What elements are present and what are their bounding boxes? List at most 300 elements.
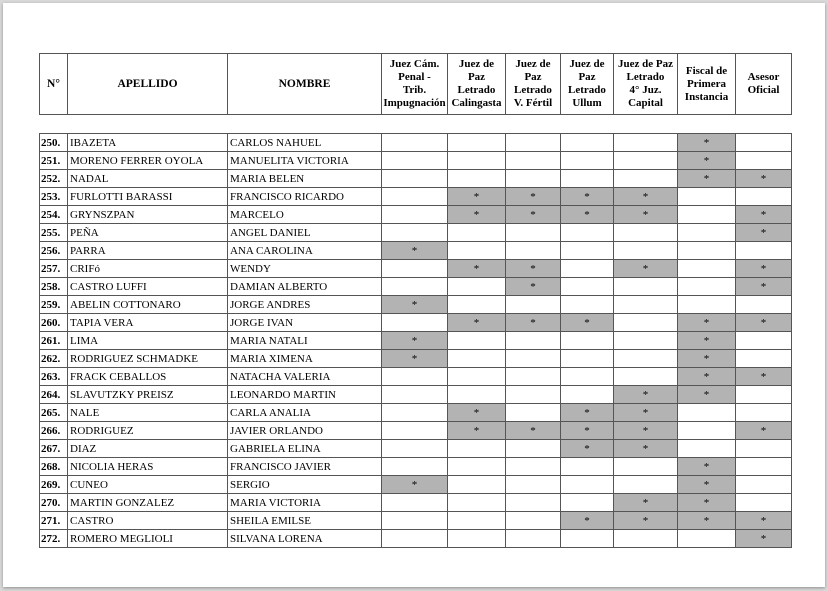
nombre-cell: LEONARDO MARTIN — [228, 386, 382, 404]
header-line: Juez de — [569, 58, 605, 70]
mark-cell-juez-paz-calingasta — [448, 476, 506, 494]
header-line: Juez de — [515, 58, 551, 70]
mark-cell-juez-paz-calingasta — [448, 224, 506, 242]
mark-cell-asesor-oficial — [736, 404, 792, 422]
mark-cell-juez-paz-calingasta — [448, 494, 506, 512]
mark-cell-fiscal-primera-instancia — [678, 224, 736, 242]
header-line: Paz — [524, 71, 542, 83]
mark-cell-juez-camara-penal — [382, 422, 448, 440]
row-number: 265. — [40, 404, 68, 422]
asterisk-mark: * — [473, 208, 480, 221]
mark-cell-fiscal-primera-instancia — [678, 206, 736, 224]
mark-cell-juez-paz-ullum — [561, 440, 614, 458]
row-number: 268. — [40, 458, 68, 476]
column-header-asesor-oficial — [736, 54, 792, 115]
asterisk-mark: * — [584, 208, 590, 221]
asterisk-mark: * — [703, 460, 710, 473]
header-line: Instancia — [684, 90, 729, 103]
table-body — [40, 115, 792, 548]
mark-cell-juez-paz-valle-fertil — [506, 368, 561, 386]
mark-cell-juez-paz-capital — [614, 188, 678, 206]
column-header-number: N° — [40, 54, 68, 115]
mark-cell-juez-paz-calingasta — [448, 278, 506, 296]
mark-cell-juez-paz-valle-fertil — [506, 458, 561, 476]
mark-cell-juez-camara-penal — [382, 512, 448, 530]
mark-cell-juez-paz-calingasta — [448, 170, 506, 188]
mark-cell-juez-paz-capital — [614, 476, 678, 494]
table-row — [40, 422, 792, 440]
asterisk-mark: * — [642, 514, 649, 527]
mark-cell-asesor-oficial — [736, 206, 792, 224]
mark-cell-juez-paz-valle-fertil — [506, 422, 561, 440]
column-header-apellido: APELLIDO — [68, 54, 228, 115]
asterisk-mark: * — [642, 424, 649, 437]
table-row — [40, 152, 792, 170]
nombre-cell: JORGE ANDRES — [228, 296, 382, 314]
mark-cell-fiscal-primera-instancia — [678, 458, 736, 476]
mark-cell-juez-paz-valle-fertil — [506, 332, 561, 350]
mark-cell-juez-paz-capital — [614, 170, 678, 188]
asterisk-mark: * — [584, 514, 590, 527]
mark-cell-asesor-oficial — [736, 350, 792, 368]
nombre-cell: MARIA BELEN — [228, 170, 382, 188]
table-row — [40, 278, 792, 296]
table-row — [40, 260, 792, 278]
mark-cell-juez-paz-capital — [614, 314, 678, 332]
mark-cell-fiscal-primera-instancia — [678, 422, 736, 440]
header-line: Paz — [467, 71, 486, 83]
column-header-fiscal-primera-instancia — [678, 54, 736, 115]
mark-cell-asesor-oficial — [736, 368, 792, 386]
mark-cell-juez-paz-valle-fertil — [506, 206, 561, 224]
mark-cell-juez-camara-penal — [382, 530, 448, 548]
mark-cell-juez-paz-valle-fertil — [506, 260, 561, 278]
asterisk-mark: * — [703, 136, 710, 149]
column-header-juez-paz-ullum — [561, 54, 614, 115]
header-line: Asesor — [747, 71, 780, 83]
row-number: 270. — [40, 494, 68, 512]
asterisk-mark: * — [703, 514, 710, 527]
asterisk-mark: * — [473, 406, 480, 419]
column-header-nombre: NOMBRE — [228, 54, 382, 115]
apellido-cell: ROMERO MEGLIOLI — [68, 530, 228, 548]
header-line: Letrado — [568, 84, 606, 96]
mark-cell-juez-paz-ullum — [561, 278, 614, 296]
row-number: 251. — [40, 152, 68, 170]
table-row — [40, 386, 792, 404]
asterisk-mark: * — [530, 208, 536, 221]
apellido-cell: FURLOTTI BARASSI — [68, 188, 228, 206]
row-number: 255. — [40, 224, 68, 242]
asterisk-mark: * — [411, 334, 418, 347]
table-row — [40, 242, 792, 260]
mark-cell-juez-paz-ullum — [561, 188, 614, 206]
mark-cell-juez-camara-penal — [382, 368, 448, 386]
header-line: Ullum — [572, 97, 602, 109]
apellido-cell: MORENO FERRER OYOLA — [68, 152, 228, 170]
table-row — [40, 206, 792, 224]
nombre-cell: CARLOS NAHUEL — [228, 134, 382, 152]
document-page — [3, 3, 825, 587]
mark-cell-juez-paz-ullum — [561, 314, 614, 332]
row-number: 272. — [40, 530, 68, 548]
mark-cell-juez-camara-penal — [382, 170, 448, 188]
mark-cell-juez-paz-ullum — [561, 422, 614, 440]
mark-cell-juez-paz-valle-fertil — [506, 170, 561, 188]
mark-cell-juez-paz-valle-fertil — [506, 134, 561, 152]
mark-cell-juez-camara-penal — [382, 206, 448, 224]
mark-cell-juez-paz-valle-fertil — [506, 512, 561, 530]
mark-cell-juez-camara-penal — [382, 458, 448, 476]
mark-cell-juez-paz-calingasta — [448, 206, 506, 224]
nombre-cell: SHEILA EMILSE — [228, 512, 382, 530]
asterisk-mark: * — [760, 424, 767, 437]
table-row — [40, 494, 792, 512]
mark-cell-juez-paz-ullum — [561, 368, 614, 386]
asterisk-mark: * — [703, 316, 710, 329]
mark-cell-fiscal-primera-instancia — [678, 440, 736, 458]
mark-cell-asesor-oficial — [736, 170, 792, 188]
mark-cell-juez-camara-penal — [382, 224, 448, 242]
asterisk-mark: * — [584, 442, 590, 455]
column-header-juez-camara-penal — [382, 54, 448, 115]
mark-cell-juez-paz-ullum — [561, 458, 614, 476]
mark-cell-juez-paz-calingasta — [448, 368, 506, 386]
mark-cell-juez-paz-ullum — [561, 224, 614, 242]
asterisk-mark: * — [584, 424, 590, 437]
asterisk-mark: * — [642, 262, 649, 275]
mark-cell-juez-paz-capital — [614, 152, 678, 170]
header-line: V. Fértil — [513, 97, 553, 109]
asterisk-mark: * — [584, 406, 590, 419]
header-line: Oficial — [747, 84, 780, 96]
mark-cell-fiscal-primera-instancia — [678, 386, 736, 404]
mark-cell-juez-camara-penal — [382, 152, 448, 170]
asterisk-mark: * — [584, 190, 590, 203]
mark-cell-juez-paz-valle-fertil — [506, 242, 561, 260]
mark-cell-juez-paz-calingasta — [448, 350, 506, 368]
mark-cell-juez-paz-calingasta — [448, 440, 506, 458]
apellido-cell: LIMA — [68, 332, 228, 350]
row-number: 261. — [40, 332, 68, 350]
mark-cell-asesor-oficial — [736, 134, 792, 152]
asterisk-mark: * — [760, 316, 767, 329]
nombre-cell: MARIA VICTORIA — [228, 494, 382, 512]
asterisk-mark: * — [703, 370, 710, 383]
table-row — [40, 476, 792, 494]
mark-cell-juez-paz-valle-fertil — [506, 350, 561, 368]
mark-cell-juez-paz-ullum — [561, 296, 614, 314]
mark-cell-asesor-oficial — [736, 386, 792, 404]
mark-cell-juez-camara-penal — [382, 332, 448, 350]
header-line: Impugnación — [383, 97, 446, 109]
header-line: Calingasta — [451, 97, 502, 109]
asterisk-mark: * — [473, 262, 480, 275]
mark-cell-juez-paz-capital — [614, 332, 678, 350]
mark-cell-juez-paz-ullum — [561, 386, 614, 404]
asterisk-mark: * — [411, 478, 418, 491]
spacer-cell — [40, 115, 792, 134]
mark-cell-fiscal-primera-instancia — [678, 188, 736, 206]
column-header-juez-paz-capital — [614, 54, 678, 115]
mark-cell-juez-paz-calingasta — [448, 152, 506, 170]
mark-cell-juez-paz-calingasta — [448, 134, 506, 152]
mark-cell-juez-camara-penal — [382, 386, 448, 404]
apellido-cell: NICOLIA HERAS — [68, 458, 228, 476]
nombre-cell: ANGEL DANIEL — [228, 224, 382, 242]
mark-cell-fiscal-primera-instancia — [678, 494, 736, 512]
row-number: 271. — [40, 512, 68, 530]
asterisk-mark: * — [530, 316, 536, 329]
mark-cell-juez-paz-calingasta — [448, 314, 506, 332]
mark-cell-juez-paz-ullum — [561, 170, 614, 188]
row-number: 252. — [40, 170, 68, 188]
mark-cell-asesor-oficial — [736, 314, 792, 332]
mark-cell-juez-paz-capital — [614, 206, 678, 224]
table-row — [40, 332, 792, 350]
mark-cell-juez-camara-penal — [382, 296, 448, 314]
apellido-cell: TAPIA VERA — [68, 314, 228, 332]
mark-cell-asesor-oficial — [736, 278, 792, 296]
apellido-cell: RODRIGUEZ — [68, 422, 228, 440]
row-number: 257. — [40, 260, 68, 278]
header-line: Fiscal de — [685, 64, 728, 77]
mark-cell-asesor-oficial — [736, 440, 792, 458]
asterisk-mark: * — [760, 262, 767, 275]
table-row — [40, 314, 792, 332]
mark-cell-asesor-oficial — [736, 494, 792, 512]
mark-cell-juez-paz-ullum — [561, 512, 614, 530]
mark-cell-juez-paz-capital — [614, 512, 678, 530]
row-number: 259. — [40, 296, 68, 314]
header-line: Primera — [686, 77, 727, 90]
table-row — [40, 170, 792, 188]
table-row — [40, 512, 792, 530]
header-line: Trib. — [402, 84, 427, 96]
mark-cell-fiscal-primera-instancia — [678, 152, 736, 170]
asterisk-mark: * — [411, 352, 418, 365]
asterisk-mark: * — [411, 298, 418, 311]
mark-cell-juez-paz-ullum — [561, 404, 614, 422]
apellido-cell: DIAZ — [68, 440, 228, 458]
mark-cell-juez-paz-ullum — [561, 476, 614, 494]
mark-cell-juez-paz-calingasta — [448, 512, 506, 530]
row-number: 253. — [40, 188, 68, 206]
mark-cell-juez-camara-penal — [382, 350, 448, 368]
asterisk-mark: * — [703, 334, 710, 347]
mark-cell-fiscal-primera-instancia — [678, 404, 736, 422]
mark-cell-fiscal-primera-instancia — [678, 260, 736, 278]
header-line: Juez de Paz — [618, 58, 673, 70]
mark-cell-juez-paz-capital — [614, 368, 678, 386]
apellido-cell: GRYNSZPAN — [68, 206, 228, 224]
row-number: 262. — [40, 350, 68, 368]
nombre-cell: JORGE IVAN — [228, 314, 382, 332]
mark-cell-juez-paz-capital — [614, 350, 678, 368]
mark-cell-juez-paz-valle-fertil — [506, 152, 561, 170]
mark-cell-juez-paz-capital — [614, 404, 678, 422]
nombre-cell: GABRIELA ELINA — [228, 440, 382, 458]
mark-cell-fiscal-primera-instancia — [678, 134, 736, 152]
mark-cell-asesor-oficial — [736, 242, 792, 260]
asterisk-mark: * — [703, 478, 710, 491]
mark-cell-juez-paz-capital — [614, 440, 678, 458]
asterisk-mark: * — [642, 388, 649, 401]
header-line: Capital — [628, 97, 663, 109]
mark-cell-asesor-oficial — [736, 188, 792, 206]
mark-cell-juez-camara-penal — [382, 476, 448, 494]
mark-cell-juez-paz-capital — [614, 278, 678, 296]
mark-cell-fiscal-primera-instancia — [678, 314, 736, 332]
apellido-cell: CRIFó — [68, 260, 228, 278]
mark-cell-juez-paz-valle-fertil — [506, 386, 561, 404]
mark-cell-juez-paz-calingasta — [448, 332, 506, 350]
asterisk-mark: * — [642, 406, 649, 419]
mark-cell-juez-paz-ullum — [561, 206, 614, 224]
mark-cell-fiscal-primera-instancia — [678, 476, 736, 494]
mark-cell-fiscal-primera-instancia — [678, 332, 736, 350]
mark-cell-juez-paz-ullum — [561, 350, 614, 368]
table-row — [40, 224, 792, 242]
apellido-cell: SLAVUTZKY PREISZ — [68, 386, 228, 404]
mark-cell-juez-paz-capital — [614, 296, 678, 314]
nombre-cell: NATACHA VALERIA — [228, 368, 382, 386]
table-row — [40, 440, 792, 458]
mark-cell-juez-paz-valle-fertil — [506, 296, 561, 314]
mark-cell-juez-camara-penal — [382, 314, 448, 332]
mark-cell-juez-paz-ullum — [561, 152, 614, 170]
mark-cell-asesor-oficial — [736, 152, 792, 170]
apellido-cell: FRACK CEBALLOS — [68, 368, 228, 386]
asterisk-mark: * — [584, 316, 590, 329]
mark-cell-asesor-oficial — [736, 332, 792, 350]
header-line: Penal - — [398, 71, 431, 83]
asterisk-mark: * — [530, 262, 536, 275]
mark-cell-juez-paz-capital — [614, 530, 678, 548]
mark-cell-juez-paz-valle-fertil — [506, 476, 561, 494]
asterisk-mark: * — [473, 316, 480, 329]
asterisk-mark: * — [760, 514, 767, 527]
asterisk-mark: * — [530, 280, 536, 293]
asterisk-mark: * — [530, 424, 536, 437]
row-number: 258. — [40, 278, 68, 296]
table-row — [40, 404, 792, 422]
row-number: 264. — [40, 386, 68, 404]
mark-cell-juez-camara-penal — [382, 260, 448, 278]
mark-cell-juez-paz-calingasta — [448, 260, 506, 278]
asterisk-mark: * — [760, 370, 767, 383]
nombre-cell: MARIA NATALI — [228, 332, 382, 350]
row-number: 263. — [40, 368, 68, 386]
apellido-cell: MARTIN GONZALEZ — [68, 494, 228, 512]
header-row — [40, 54, 792, 115]
mark-cell-fiscal-primera-instancia — [678, 350, 736, 368]
mark-cell-juez-paz-calingasta — [448, 296, 506, 314]
table-row — [40, 188, 792, 206]
nombre-cell: FRANCISCO JAVIER — [228, 458, 382, 476]
mark-cell-juez-paz-capital — [614, 494, 678, 512]
mark-cell-asesor-oficial — [736, 476, 792, 494]
mark-cell-fiscal-primera-instancia — [678, 242, 736, 260]
table-row — [40, 350, 792, 368]
mark-cell-juez-paz-ullum — [561, 260, 614, 278]
mark-cell-juez-paz-calingasta — [448, 386, 506, 404]
asterisk-mark: * — [642, 208, 649, 221]
asterisk-mark: * — [703, 154, 710, 167]
column-header-juez-paz-calingasta — [448, 54, 506, 115]
apellido-cell: ABELIN COTTONARO — [68, 296, 228, 314]
mark-cell-fiscal-primera-instancia — [678, 170, 736, 188]
asterisk-mark: * — [642, 190, 649, 203]
apellido-cell: RODRIGUEZ SCHMADKE — [68, 350, 228, 368]
mark-cell-juez-paz-valle-fertil — [506, 224, 561, 242]
asterisk-mark: * — [411, 244, 418, 257]
apellido-cell: PARRA — [68, 242, 228, 260]
column-header-juez-paz-valle-fertil — [506, 54, 561, 115]
apellido-cell: NALE — [68, 404, 228, 422]
mark-cell-fiscal-primera-instancia — [678, 296, 736, 314]
mark-cell-juez-paz-calingasta — [448, 458, 506, 476]
asterisk-mark: * — [760, 280, 767, 293]
mark-cell-juez-paz-calingasta — [448, 404, 506, 422]
row-number: 260. — [40, 314, 68, 332]
mark-cell-juez-paz-valle-fertil — [506, 440, 561, 458]
mark-cell-juez-camara-penal — [382, 440, 448, 458]
row-number: 250. — [40, 134, 68, 152]
mark-cell-juez-paz-calingasta — [448, 242, 506, 260]
mark-cell-asesor-oficial — [736, 422, 792, 440]
asterisk-mark: * — [703, 172, 710, 185]
table-row — [40, 296, 792, 314]
asterisk-mark: * — [642, 442, 649, 455]
nombre-cell: DAMIAN ALBERTO — [228, 278, 382, 296]
nombre-cell: MARIA XIMENA — [228, 350, 382, 368]
asterisk-mark: * — [760, 532, 767, 545]
table-row — [40, 368, 792, 386]
table-row — [40, 458, 792, 476]
spacer-row — [40, 115, 792, 134]
asterisk-mark: * — [642, 496, 649, 509]
mark-cell-asesor-oficial — [736, 260, 792, 278]
mark-cell-asesor-oficial — [736, 530, 792, 548]
mark-cell-juez-camara-penal — [382, 278, 448, 296]
nombre-cell: CARLA ANALIA — [228, 404, 382, 422]
mark-cell-juez-paz-ullum — [561, 494, 614, 512]
asterisk-mark: * — [760, 208, 767, 221]
row-number: 269. — [40, 476, 68, 494]
mark-cell-juez-paz-ullum — [561, 332, 614, 350]
mark-cell-juez-paz-calingasta — [448, 530, 506, 548]
mark-cell-juez-paz-valle-fertil — [506, 494, 561, 512]
mark-cell-juez-paz-capital — [614, 242, 678, 260]
apellido-cell: NADAL — [68, 170, 228, 188]
nombre-cell: ANA CAROLINA — [228, 242, 382, 260]
nombre-cell: MARCELO — [228, 206, 382, 224]
header-line: Paz — [578, 71, 596, 83]
mark-cell-juez-camara-penal — [382, 188, 448, 206]
candidates-table — [39, 53, 792, 548]
mark-cell-juez-paz-valle-fertil — [506, 314, 561, 332]
mark-cell-juez-paz-calingasta — [448, 188, 506, 206]
apellido-cell: CASTRO — [68, 512, 228, 530]
mark-cell-juez-paz-ullum — [561, 530, 614, 548]
mark-cell-juez-paz-capital — [614, 386, 678, 404]
mark-cell-juez-paz-calingasta — [448, 422, 506, 440]
mark-cell-asesor-oficial — [736, 512, 792, 530]
nombre-cell: MANUELITA VICTORIA — [228, 152, 382, 170]
header-line: Juez Cám. — [389, 58, 440, 70]
apellido-cell: CASTRO LUFFI — [68, 278, 228, 296]
